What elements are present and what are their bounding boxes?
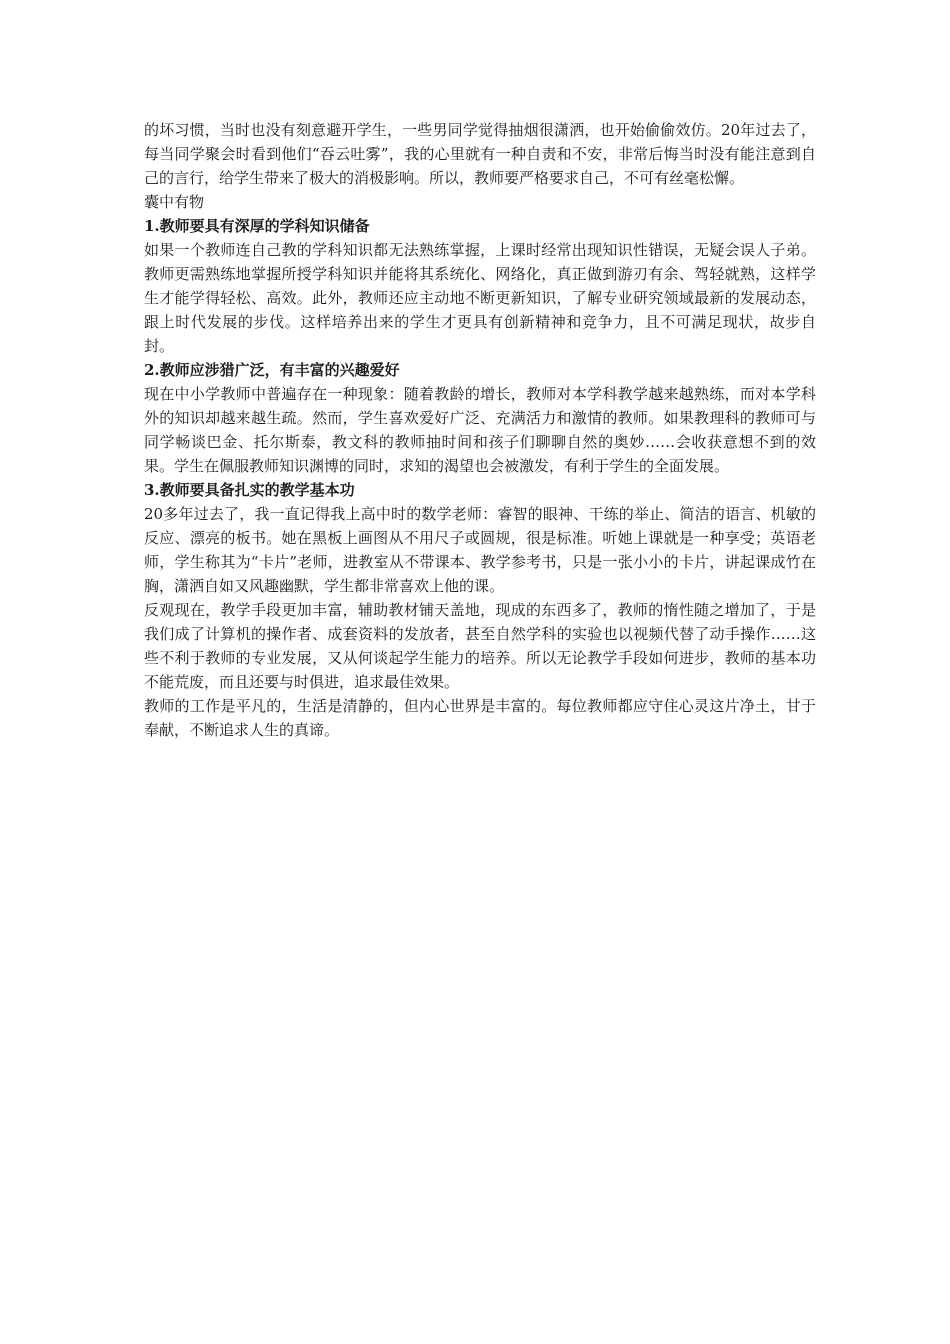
- section-title-nangzhongyouwu: 囊中有物: [144, 193, 205, 211]
- document-page: [144, 118, 816, 742]
- heading-subject-knowledge: 1.教师要具有深厚的学科知识储备: [144, 217, 370, 235]
- paragraph-conclusion: 教师的工作是平凡的，生活是清静的，但内心世界是丰富的。每位教师都应守住心灵这片净土，甘于奉献，不断追求人生的真谛。: [144, 697, 816, 739]
- paragraph-broad-interests: 现在中小学教师中普遍存在一种现象：随着教龄的增长，教师对本学科教学越来越熟练，而对本学科外的知识却越来越生疏。然而，学生喜欢爱好广泛、充满活力和激情的教师。如果教理科的教师可与同学畅谈巴金、托尔斯泰，教文科的教师抽时间和孩子们聊聊自然的奥妙……会收获意想不到的效果。学生在佩服教师知识渊博的同时，求知的渴望也会被激发，有利于学生的全面发展。: [144, 385, 816, 475]
- paragraph-teaching-skills-memory: 20多年过去了，我一直记得我上高中时的数学老师：睿智的眼神、干练的举止、简洁的语言、机敏的反应、漂亮的板书。她在黑板上画图从不用尺子或圆规，很是标准。听她上课就是一种享受；英语老师，学生称其为“卡片”老师，进教室从不带课本、教学参考书，只是一张小小的卡片，讲起课成竹在胸，潇洒自如又风趣幽默，学生都非常喜欢上他的课。: [144, 505, 816, 595]
- paragraph-teaching-skills-today: 反观现在，教学手段更加丰富，辅助教材铺天盖地，现成的东西多了，教师的惰性随之增加了，于是我们成了计算机的操作者、成套资料的发放者，甚至自然学科的实验也以视频代替了动手操作……这些不利于教师的专业发展，又从何谈起学生能力的培养。所以无论教学手段如何进步，教师的基本功不能荒废，而且还要与时俱进，追求最佳效果。: [144, 601, 816, 691]
- paragraph-subject-knowledge: 如果一个教师连自己教的学科知识都无法熟练掌握，上课时经常出现知识性错误，无疑会误人子弟。教师更需熟练地掌握所授学科知识并能将其系统化、网络化，真正做到游刃有余、驾轻就熟，这样学生才能学得轻松、高效。此外，教师还应主动地不断更新知识，了解专业研究领域最新的发展动态，跟上时代发展的步伐。这样培养出来的学生才更具有创新精神和竞争力，且不可满足现状，故步自封。: [144, 241, 816, 355]
- heading-broad-interests: 2.教师应涉猎广泛，有丰富的兴趣爱好: [144, 361, 400, 379]
- heading-teaching-skills: 3.教师要具备扎实的教学基本功: [144, 481, 355, 499]
- paragraph-bad-habit: 的坏习惯，当时也没有刻意避开学生，一些男同学觉得抽烟很潇洒，也开始偷偷效仿。20年过去了，每当同学聚会时看到他们“吞云吐雾”，我的心里就有一种自责和不安，非常后悔当时没有能注意到自己的言行，给学生带来了极大的消极影响。所以，教师要严格要求自己，不可有丝毫松懈。: [144, 121, 816, 187]
